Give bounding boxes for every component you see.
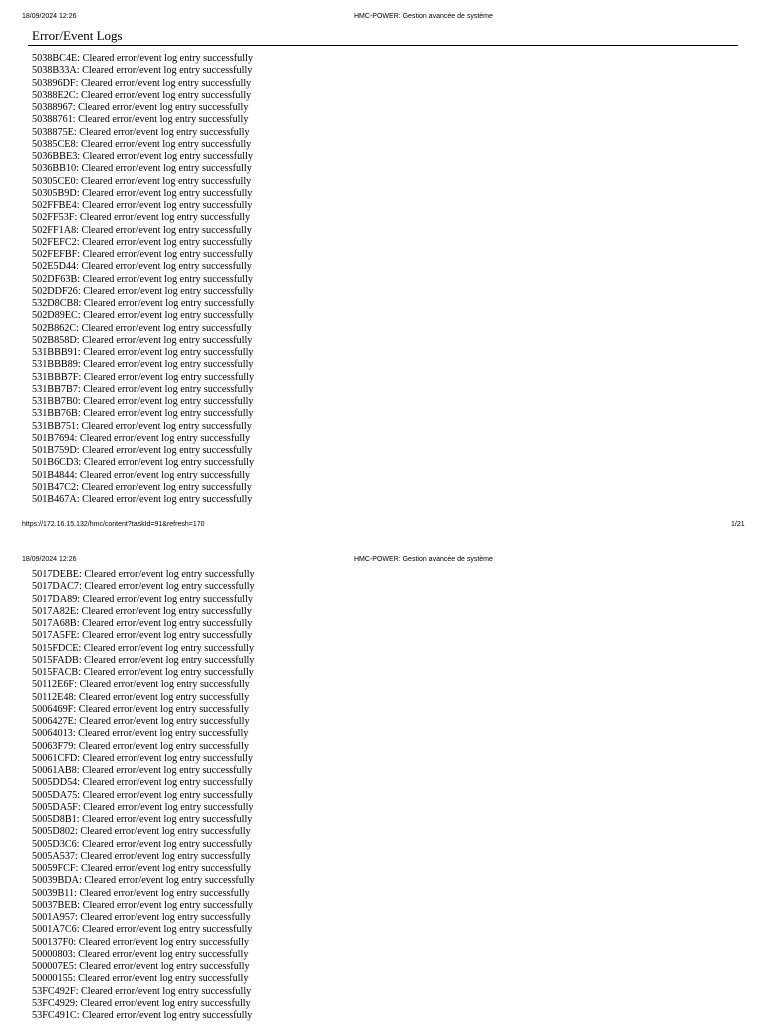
log-entry: 5017A5FE: Cleared error/event log entry successfully <box>32 630 253 642</box>
log-entry: 50061AB8: Cleared error/event log entry successfully <box>32 765 253 776</box>
log-entry: 501B4844: Cleared error/event log entry successfully <box>32 469 251 481</box>
log-entry: 5006427E: Cleared error/event log entry successfully <box>32 716 250 727</box>
log-entry: 5038875E: Cleared error/event log entry successfully <box>32 126 250 138</box>
log-entry: 5005DD54: Cleared error/event log entry successfully <box>32 777 253 789</box>
log-entry: 5005DA75: Cleared error/event log entry successfully <box>32 789 253 801</box>
log-entry: 50059FCF: Cleared error/event log entry successfully <box>32 863 252 874</box>
log-entry: 50039BDA: Cleared error/event log entry successfully <box>32 875 255 887</box>
log-entry: 500007E5: Cleared error/event log entry successfully <box>32 961 250 972</box>
log-entry: 5017DAC7: Cleared error/event log entry successfully <box>32 581 255 593</box>
log-entry: 5017A68B: Cleared error/event log entry successfully <box>32 618 253 629</box>
log-entry: 501B759D: Cleared error/event log entry successfully <box>32 445 253 456</box>
log-entry: 502DDF26: Cleared error/event log entry successfully <box>32 285 254 297</box>
log-entry: 50385CE8: Cleared error/event log entry successfully <box>32 138 252 150</box>
log-entry: 53FC491C: Cleared error/event log entry successfully <box>32 1010 253 1021</box>
log-entry: 531BB76B: Cleared error/event log entry successfully <box>32 408 254 420</box>
log-entry: 531BB7B0: Cleared error/event log entry successfully <box>32 396 254 407</box>
log-entry: 50000803: Cleared error/event log entry successfully <box>32 948 249 960</box>
event-log-list-page-2 <box>32 569 255 1022</box>
log-entry: 50063F79: Cleared error/event log entry successfully <box>32 740 249 752</box>
log-entry: 5005D802: Cleared error/event log entry successfully <box>32 826 251 838</box>
print-header-title-page-2: HMC-POWER: Gestion avancée de système <box>354 556 493 563</box>
log-entry: 501B6CD3: Cleared error/event log entry successfully <box>32 457 255 469</box>
log-entry: 50388967: Cleared error/event log entry successfully <box>32 102 249 113</box>
log-entry: 501B47C2: Cleared error/event log entry successfully <box>32 481 252 493</box>
log-entry: 53FC492F: Cleared error/event log entry successfully <box>32 985 252 997</box>
print-page-number: 1/21 <box>731 521 745 528</box>
log-entry: 50112E6F: Cleared error/event log entry successfully <box>32 679 250 691</box>
log-entry: 502FEFC2: Cleared error/event log entry successfully <box>32 236 253 248</box>
log-entry: 50039B11: Cleared error/event log entry successfully <box>32 887 250 899</box>
log-entry: 5038BC4E: Cleared error/event log entry successfully <box>32 53 253 64</box>
log-entry: 50061CFD: Cleared error/event log entry successfully <box>32 752 253 764</box>
log-entry: 5017DA89: Cleared error/event log entry successfully <box>32 593 253 605</box>
log-entry: 502FEFBF: Cleared error/event log entry successfully <box>32 249 253 260</box>
log-entry: 503896DF: Cleared error/event log entry successfully <box>32 77 252 89</box>
print-footer-url: https://172.16.15.132/hmc/content?taskId=91&refresh=170 <box>22 521 205 528</box>
log-entry: 501B467A: Cleared error/event log entry successfully <box>32 494 253 505</box>
log-entry: 531BBB91: Cleared error/event log entry successfully <box>32 347 254 358</box>
log-entry: 50112E48: Cleared error/event log entry successfully <box>32 691 250 703</box>
log-entry: 5005A537: Cleared error/event log entry successfully <box>32 850 251 862</box>
log-entry: 5015FACB: Cleared error/event log entry successfully <box>32 667 254 678</box>
page-title: Error/Event Logs <box>32 28 123 43</box>
log-entry: 502FF1A8: Cleared error/event log entry successfully <box>32 224 252 236</box>
log-entry: 5017A82E: Cleared error/event log entry successfully <box>32 605 252 617</box>
log-entry: 532D8CB8: Cleared error/event log entry successfully <box>32 298 255 309</box>
log-entry: 5005DA5F: Cleared error/event log entry successfully <box>32 801 254 813</box>
log-entry: 50305B9D: Cleared error/event log entry successfully <box>32 187 253 199</box>
log-entry: 5036BB10: Cleared error/event log entry successfully <box>32 163 252 175</box>
log-entry: 53FC4929: Cleared error/event log entry successfully <box>32 997 251 1009</box>
log-entry: 5015FADB: Cleared error/event log entry successfully <box>32 654 255 666</box>
log-entry: 501B7694: Cleared error/event log entry successfully <box>32 432 251 444</box>
log-entry: 502B862C: Cleared error/event log entry successfully <box>32 322 252 334</box>
heading-divider <box>28 45 738 46</box>
log-entry: 531BBB7F: Cleared error/event log entry successfully <box>32 371 255 383</box>
log-entry: 502B858D: Cleared error/event log entry successfully <box>32 334 253 346</box>
log-entry: 5038B33A: Cleared error/event log entry successfully <box>32 65 253 77</box>
log-entry: 502FF53F: Cleared error/event log entry successfully <box>32 212 251 224</box>
print-header-date-page-2: 18/09/2024 12:26 <box>22 556 77 563</box>
log-entry: 5036BBE3: Cleared error/event log entry successfully <box>32 151 253 162</box>
log-entry: 5005D3C6: Cleared error/event log entry successfully <box>32 838 253 850</box>
log-entry: 502FFBE4: Cleared error/event log entry successfully <box>32 200 253 211</box>
print-header-date: 18/09/2024 12:26 <box>22 13 77 20</box>
log-entry: 50388E2C: Cleared error/event log entry successfully <box>32 89 252 101</box>
log-entry: 531BBB89: Cleared error/event log entry successfully <box>32 359 254 371</box>
log-entry: 500137F0: Cleared error/event log entry successfully <box>32 936 249 948</box>
log-entry: 502D89EC: Cleared error/event log entry successfully <box>32 310 254 322</box>
log-entry: 5001A7C6: Cleared error/event log entry successfully <box>32 924 253 936</box>
log-entry: 5001A957: Cleared error/event log entry successfully <box>32 912 251 923</box>
log-entry: 50064013: Cleared error/event log entry successfully <box>32 728 249 740</box>
print-header-title: HMC-POWER: Gestion avancée de système <box>354 13 493 20</box>
log-entry: 50000155: Cleared error/event log entry successfully <box>32 973 249 985</box>
log-entry: 502DF63B: Cleared error/event log entry successfully <box>32 273 253 285</box>
log-entry: 50305CE0: Cleared error/event log entry successfully <box>32 175 252 187</box>
log-entry: 531BB751: Cleared error/event log entry successfully <box>32 420 252 432</box>
log-entry: 50037BEB: Cleared error/event log entry successfully <box>32 899 253 911</box>
log-entry: 5006469F: Cleared error/event log entry successfully <box>32 703 249 715</box>
log-entry: 50388761: Cleared error/event log entry successfully <box>32 114 249 126</box>
log-entry: 531BB7B7: Cleared error/event log entry successfully <box>32 383 254 395</box>
log-entry: 5015FDCE: Cleared error/event log entry successfully <box>32 642 255 654</box>
event-log-list <box>32 53 254 506</box>
log-entry: 5017DEBE: Cleared error/event log entry successfully <box>32 569 255 580</box>
log-entry: 502E5D44: Cleared error/event log entry successfully <box>32 261 252 273</box>
log-entry: 5005D8B1: Cleared error/event log entry successfully <box>32 814 253 825</box>
